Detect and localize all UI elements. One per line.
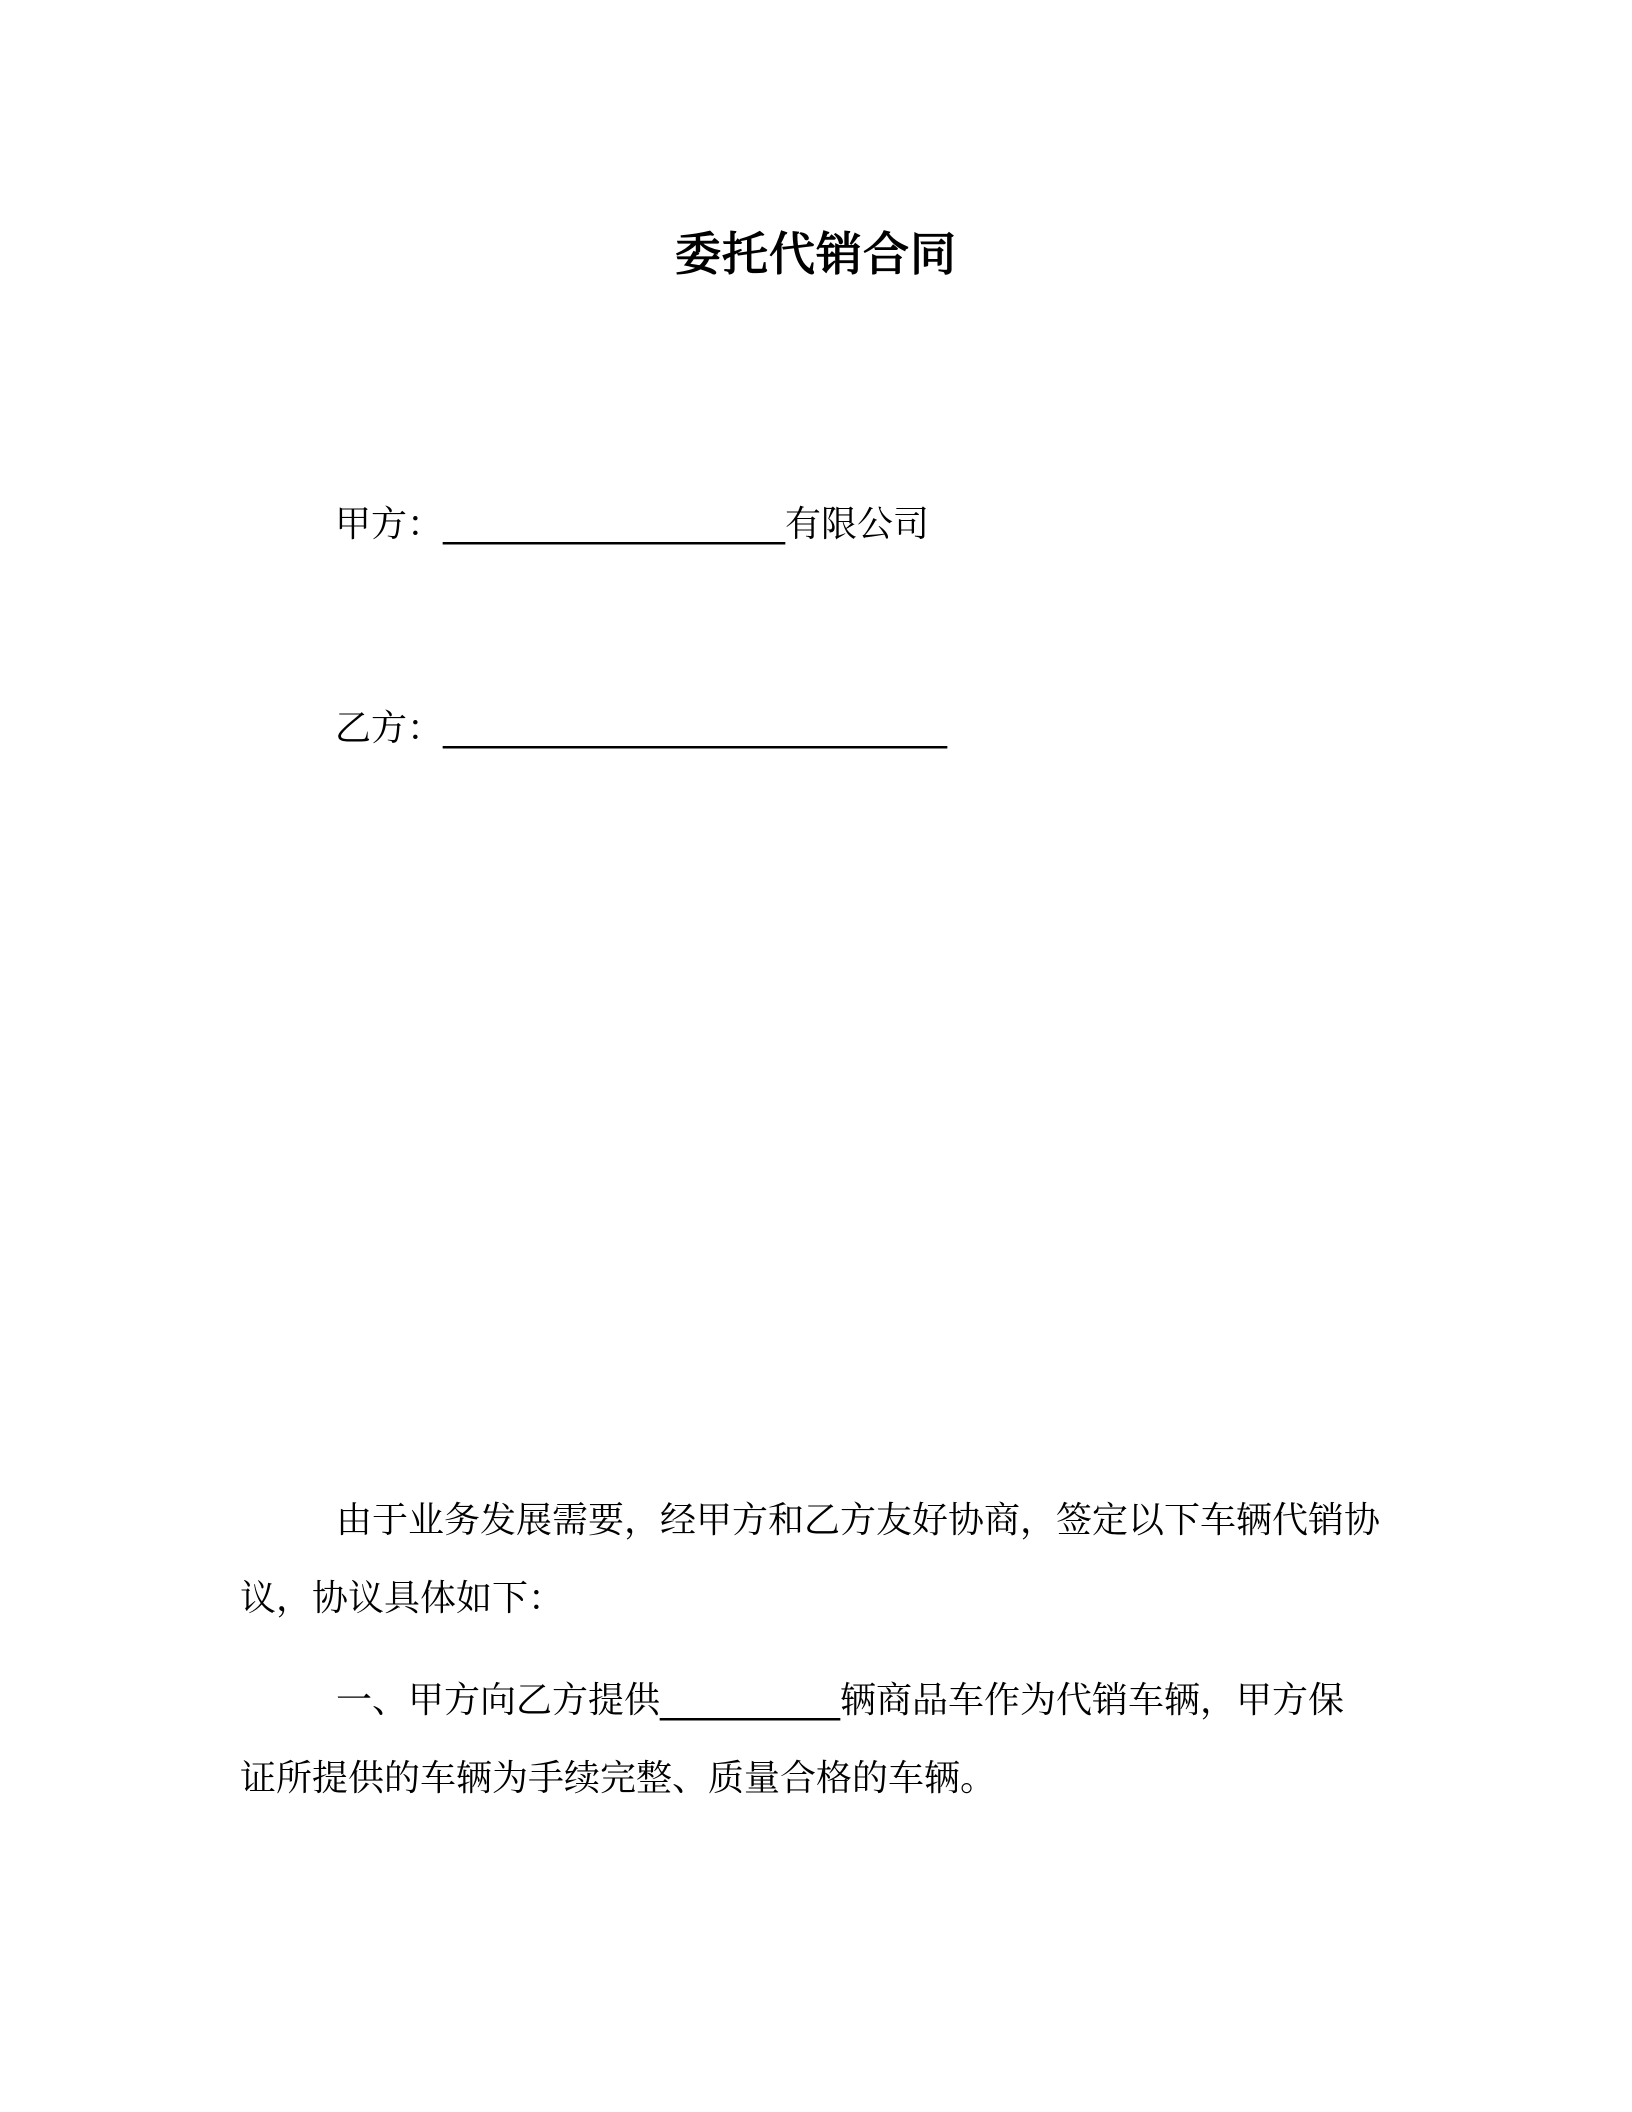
party-b-label: 乙方： — [335, 708, 444, 749]
party-a-label: 甲方： — [335, 504, 444, 545]
intro-paragraph-text: 由于业务发展需要，经甲方和乙方友好协商，签定以下车辆代销协议，协议具体如下： — [240, 1500, 1381, 1619]
clause-1-prefix: 一、甲方向乙方提供 — [336, 1680, 661, 1721]
document-title: 委托代销合同 — [675, 227, 957, 281]
clause-1-suffix: 辆商品车作为代销车辆，甲方保证所提供的车辆为手续完整、质量合格的车辆。 — [240, 1680, 1345, 1799]
clause-1-paragraph — [240, 1662, 1380, 1818]
party-b-line — [335, 700, 947, 751]
intro-paragraph — [240, 1482, 1380, 1638]
party-a-suffix: 有限公司 — [785, 504, 930, 545]
clause-1-quantity-blank: __________ — [660, 1680, 841, 1721]
party-a-line — [335, 496, 929, 547]
party-b-name-blank: ____________________________ — [443, 708, 948, 749]
party-a-name-blank: ___________________ — [443, 504, 786, 545]
